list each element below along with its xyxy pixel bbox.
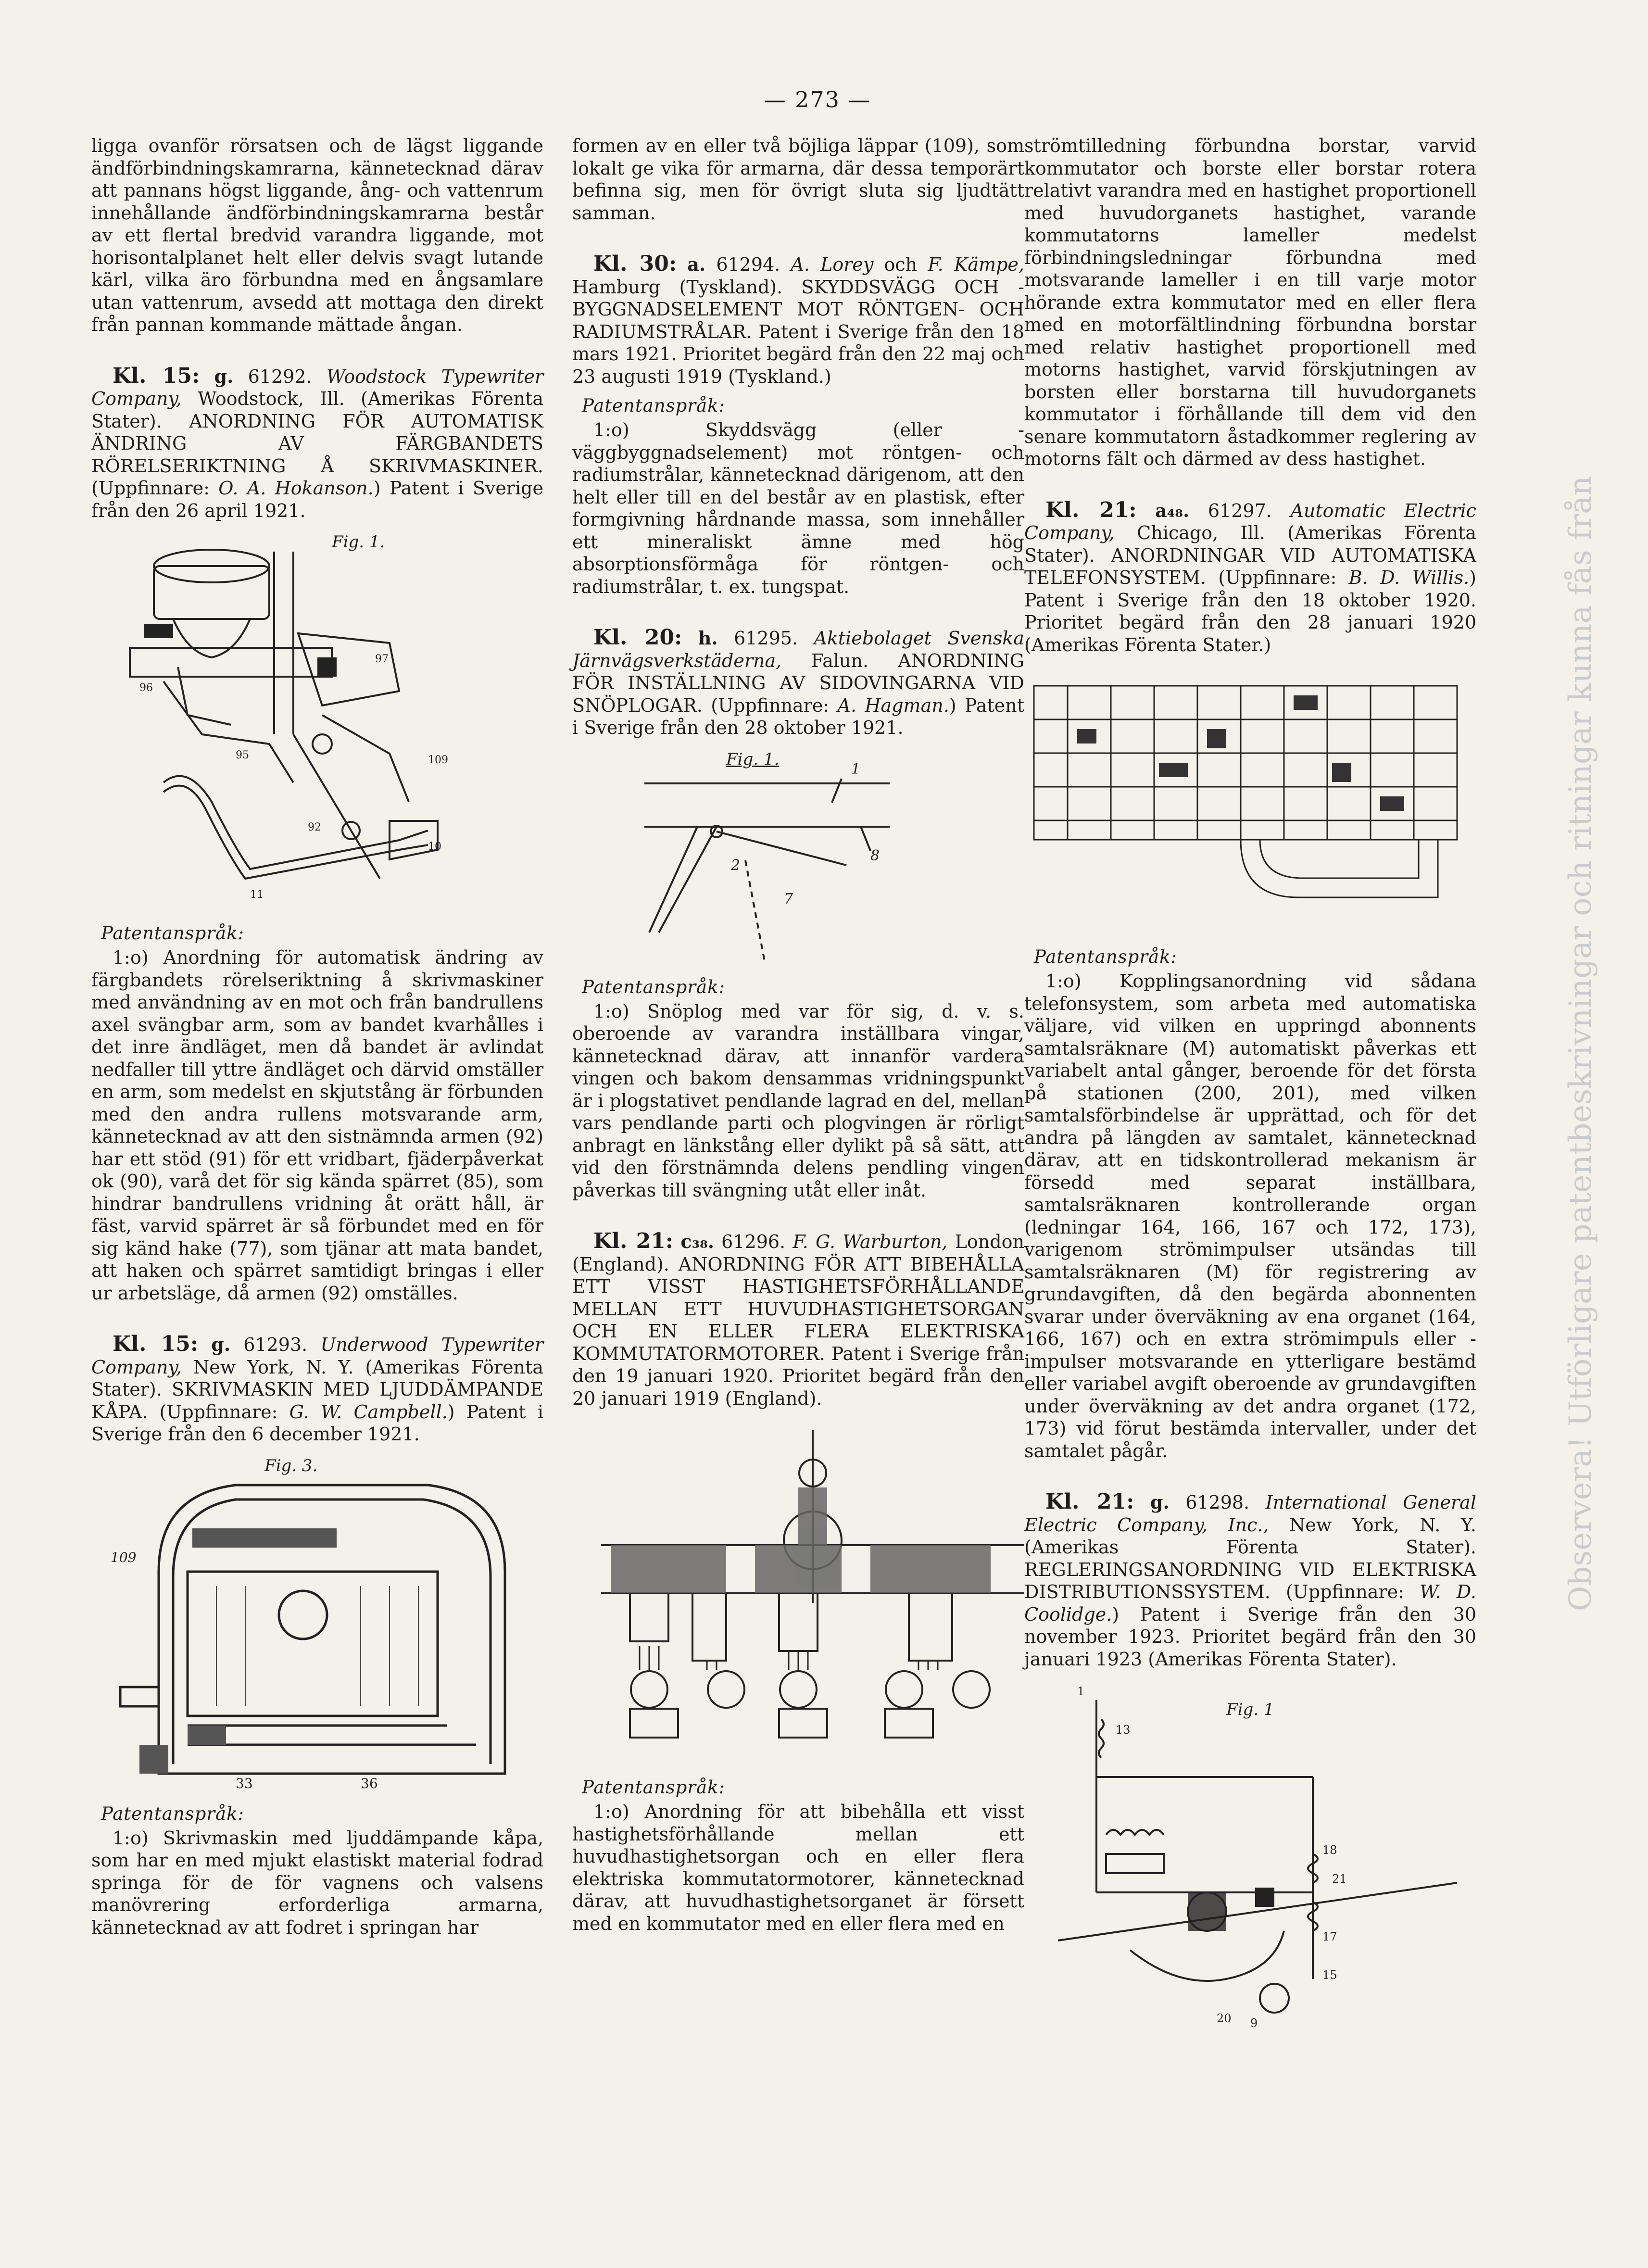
- applicant: A. Lorey: [791, 254, 874, 275]
- applicant-2: F. Kämpe,: [928, 254, 1024, 275]
- figure-typewriter-hood: [91, 1456, 543, 1793]
- claim-text: 1:o) Anordning för automatisk ändring av färgbandets rörelseriktning å skrivmaskiner med användning av en mot och från bandrullens axel svängbar arm, som av bandet kvarhålles i det inre ändläget, men då bandet är avlindat nedfaller till yttre ändläget och därvid omställer en arm, som medelst en skjutstång är förbunden med den andra rullens motsvarande arm, kännetecknad av att den sistnämnda armen (92) har ett stöd (91) för ett vridbart, fjäderpåverkat ok (90), varå det för sig kända spärret (85), som hindrar bandrullens vridning åt orätt håll, är fäst, varvid spärret är så förbundet med en för sig känd hake (77), som tjänar att mata bandet, att haken och spärret samtidigt bringas i eller ur arbetsläge, då armen (92) omställes.: [91, 947, 543, 1304]
- svg-text:13: 13: [1116, 1723, 1131, 1737]
- patent-drawing: [91, 1456, 543, 1793]
- svg-text:97: 97: [375, 653, 389, 665]
- patent-drawing: [1024, 1681, 1476, 2046]
- page-number: — 273 —: [764, 87, 871, 113]
- inventor: A. Hagman.: [837, 694, 949, 716]
- claim-text: 1:o) Snöplog med var för sig, d. v. s. oberoende av varandra inställbara vingar, kännetecknad därav, att innanför vardera vingen och bakom densammas vridningspunkt är i plogstativet pendlande lagrad en del, mellan vars pendlande parti och plogvingen är rörligt anbragt en länkstång eller dylikt på så sätt, att vid den förstnämnda delens pendling vingen påverkas till svängning utåt eller inåt.: [572, 1000, 1024, 1201]
- class-sub: a₄₈.: [1155, 499, 1190, 521]
- figure-distribution-system: [1024, 1681, 1476, 2046]
- applicant: F. G. Warburton,: [793, 1231, 948, 1252]
- patent-date: ) Patent i Sverige från den 6 december 1921.: [91, 1401, 543, 1445]
- class-label: Kl. 15:: [113, 1332, 199, 1356]
- class-sub: g.: [214, 365, 234, 387]
- patent-header: [91, 1333, 543, 1446]
- patent-number: 61295.: [734, 628, 798, 649]
- class-sub: g.: [211, 1334, 231, 1355]
- svg-text:18: 18: [1322, 1843, 1337, 1857]
- patent-number: 61292.: [248, 365, 312, 387]
- column-3: [1024, 135, 1476, 2057]
- patent-date: ) Patent i Sverige från den 30 november 1923. Prioritet begärd från den 30 januari 1923 (Amerikas Förenta Stater).: [1024, 1603, 1476, 1670]
- claim-text: 1:o) Anordning för att bibehålla ett visst hastighetsförhållande mellan ett huvudhastighetsorgan och en eller flera elektriska kommutatormotorer, kännetecknad därav, att huvudhastighetsorganet är försett med en kommutator med en eller flera med en: [572, 1801, 1024, 1934]
- figure-snow-plough: [572, 750, 1024, 966]
- patent-entry-61295: [572, 627, 1024, 1201]
- patent-date: ) Patent i Sverige från den 18 oktober 1920. Prioritet begärd från den 28 januari 1920 (Amerikas Förenta Stater.): [1024, 567, 1476, 655]
- patent-number: 61298.: [1185, 1492, 1250, 1513]
- figure-commutator-motors: [572, 1420, 1024, 1766]
- svg-text:1: 1: [851, 760, 861, 778]
- svg-text:33: 33: [236, 1775, 253, 1791]
- class-sub: a.: [687, 253, 706, 275]
- patent-header: [1024, 1491, 1476, 1670]
- claims-heading: Patentanspråk:: [582, 1777, 725, 1798]
- applicant: Woodstock Typewriter Company,: [91, 365, 543, 409]
- patent-entry-61293: [91, 1333, 543, 1939]
- patent-title: Chicago, Ill. (Amerikas Förenta Stater). ANORDNINGAR VID AUTOMATISKA TELEFONSYSTEM. (Uppfinnare:: [1024, 522, 1476, 588]
- patent-entry-61292: [91, 365, 543, 1305]
- applicant: Automatic Electric Company,: [1024, 500, 1476, 543]
- figure-label: Fig. 1.: [726, 749, 780, 769]
- column-2: [572, 135, 1024, 1935]
- patent-number: 61293.: [243, 1334, 308, 1355]
- patent-entry-61294: [572, 253, 1024, 598]
- svg-text:8: 8: [870, 847, 880, 864]
- svg-text:95: 95: [236, 749, 249, 761]
- inventor: O. A. Hokanson.: [218, 478, 374, 499]
- patent-entry-61298: [1024, 1491, 1476, 2046]
- svg-text:11: 11: [250, 889, 264, 901]
- patent-header: [572, 627, 1024, 739]
- margin-stamp: [1505, 144, 1598, 1683]
- patent-date: ) Patent i Sverige från den 28 oktober 1921.: [572, 694, 1024, 738]
- continued-text: strömtilledning förbundna borstar, varvid kommutator och borste eller borstar rotera relativt varandra med en hastighet proportionell med huvudorganets hastighet, varande kommutatorns lameller medelst förbindningsledningar förbundna med motsvarande lameller i en till varje motor hörande extra kommutator med en eller flera med en motorfältlindning förbundna borstar med relativ hastighet proportionell med motorns hastighet, varvid förskjutningen av borsten eller borstarna till huvudorganets kommutator i förhållande till dem vid den senare kommutatorn åstadkommer reglering av motorns fält och därmed av dess hastighet.: [1024, 135, 1476, 469]
- conjunction: och: [873, 254, 928, 275]
- patent-title: Falun. ANORDNING FÖR INSTÄLLNING AV SIDOVINGARNA VID SNÖPLOGAR. (Uppfinnare:: [572, 650, 1024, 716]
- claims-heading: Patentanspråk:: [582, 976, 725, 997]
- patent-header: [91, 365, 543, 522]
- patent-number: 61297.: [1208, 500, 1272, 521]
- svg-text:10: 10: [428, 841, 441, 853]
- claims-heading: Patentanspråk:: [101, 1803, 244, 1824]
- applicant: Underwood Typewriter Company,: [91, 1334, 543, 1378]
- inventor: B. D. Willis.: [1348, 567, 1470, 588]
- class-label: Kl. 20:: [593, 625, 682, 650]
- class-label: Kl. 30:: [593, 252, 677, 276]
- figure-typewriter-ribbon: [91, 532, 543, 912]
- patent-date: ) Patent i Sverige från den 26 april 1921.: [91, 478, 543, 521]
- column-1: [91, 135, 543, 1939]
- patent-title: New York, N. Y. (Amerikas Förenta Stater). SKRIVMASKIN MED LJUDDÄMPANDE KÅPA. (Uppfinnare:: [91, 1356, 543, 1423]
- svg-text:109: 109: [111, 1549, 137, 1565]
- figure-telephone-circuit: [1024, 667, 1476, 936]
- class-label: Kl. 21:: [1045, 1489, 1134, 1514]
- class-label: Kl. 21:: [593, 1229, 674, 1253]
- applicant: International General Electric Company, Inc.,: [1024, 1492, 1476, 1536]
- claim-text: 1:o) Kopplingsanordning vid sådana telefonsystem, som arbeta med automatiska väljare, vid vilken en uppringd abonnents samtalsräknare (M) automatiskt påverkas ett variabelt antal gånger, beroende för det första på stationen (200, 201), med vilken samtalsförbindelse är upprättad, och för det andra på längden av samtalet, kännetecknad därav, att en tidskontrollerad mekanism är försedd med separat inställbara, samtalsräknaren kontrollerande organ (ledningar 164, 166, 167 och 172, 173), varigenom strömimpulser utsändas till samtalsräknaren (M) för registrering av grundavgiften, då den begärda abonnenten svarar under överväkning av ena organet (164, 166, 167) och en extra strömimpuls eller -impulser motsvarande en ytterligare bestämd eller variabel avgift oberoende av grundavgiften under överväkning av det andra organet (172, 173) vid förut bestämda intervaller, under det samtalet pågår.: [1024, 970, 1476, 1462]
- patent-drawing: [91, 532, 543, 912]
- applicant: Aktiebolaget Svenska Järnvägsverkstäderna,: [572, 628, 1024, 671]
- patent-header: [572, 1230, 1024, 1410]
- patent-header: [572, 253, 1024, 388]
- patent-entry-61297: [1024, 499, 1476, 1462]
- svg-text:17: 17: [1322, 1930, 1337, 1943]
- class-sub: g.: [1150, 1491, 1170, 1513]
- class-label: Kl. 21:: [1045, 497, 1137, 522]
- continued-text: formen av en eller två böjliga läppar (109), som lokalt ge vika för armarna, där dessa temporärt befinna sig, men för övrigt sluta sig ljudtätt samman.: [572, 135, 1024, 224]
- patent-title: London (England). ANORDNING FÖR ATT BIBEHÅLLA ETT VISST HASTIGHETSFÖRHÅLLANDE MELLAN ETT HUVUDHASTIGHETSORGAN OCH EN ELLER FLERA ELEKTRISKA KOMMUTATORMOTORER. Patent i Sverige från den 19 januari 1920. Prioritet begärd från den 20 januari 1919 (England).: [572, 1231, 1024, 1409]
- claims-heading: Patentanspråk:: [1034, 946, 1177, 967]
- svg-text:36: 36: [361, 1775, 378, 1791]
- figure-label: Fig. 1.: [332, 532, 385, 552]
- svg-text:109: 109: [428, 754, 448, 766]
- class-sub: h.: [698, 627, 718, 649]
- claims-heading: Patentanspråk:: [582, 395, 725, 416]
- patent-header: [1024, 499, 1476, 656]
- inventor: W. D. Coolidge.: [1024, 1581, 1476, 1625]
- margin-stamp-text: Observera! Utförligare patentbeskrivningar och ritningar kunna fås från: [1563, 476, 1598, 1611]
- svg-text:20: 20: [1217, 2012, 1232, 2025]
- claims-heading: Patentanspråk:: [101, 923, 244, 944]
- figure-label: Fig. 1: [1226, 1700, 1274, 1719]
- figure-label: Fig. 3.: [264, 1456, 318, 1475]
- claim-text: 1:o) Skyddsvägg (eller -väggbyggnadselement) mot röntgen- och radiumstrålar, kännetecknad därigenom, att den helt eller till en del består av en plastisk, efter formgivning hårdnande massa, som innehåller ett mineraliskt ämne med hög absorptionsförmåga för röntgen- och radiumstrålar, t. ex. tungspat.: [572, 419, 1024, 597]
- patent-entry-61296: [572, 1230, 1024, 1935]
- patent-title: Hamburg (Tyskland). SKYDDSVÄGG OCH -BYGGNADSELEMENT MOT RÖNTGEN- OCH RADIUMSTRÅLAR. Patent i Sverige från den 18 mars 1921. Prioritet begärd från den 22 maj och 23 augusti 1919 (Tyskland.): [572, 276, 1024, 387]
- claim-text: 1:o) Skrivmaskin med ljuddämpande kåpa, som har en med mjukt elastiskt material fodrad springa för de för vagnens och valsens manövrering erforderliga armarna, kännetecknad av att fodret i springan har: [91, 1827, 543, 1938]
- svg-text:1: 1: [1077, 1685, 1085, 1698]
- svg-text:2: 2: [731, 857, 741, 874]
- patent-number: 61296.: [721, 1231, 786, 1252]
- patent-drawing: [1024, 667, 1476, 936]
- patent-title: New York, N. Y. (Amerikas Förenta Stater). REGLERINGSANORDNING VID ELEKTRISKA DISTRIBUTIONSSYSTEM. (Uppfinnare:: [1024, 1514, 1476, 1602]
- svg-text:96: 96: [139, 682, 153, 694]
- svg-text:9: 9: [1250, 2016, 1258, 2030]
- svg-text:15: 15: [1322, 1968, 1337, 1982]
- svg-text:21: 21: [1332, 1872, 1347, 1886]
- patent-title: Woodstock, Ill. (Amerikas Förenta Stater). ANORDNING FÖR AUTOMATISK ÄNDRING AV FÄRGBANDETS RÖRELSERIKTNING Å SKRIVMASKINER. (Uppfinnare:: [91, 388, 543, 499]
- class-label: Kl. 15:: [113, 363, 200, 388]
- svg-text:92: 92: [308, 821, 321, 833]
- patent-drawing: [572, 1420, 1024, 1766]
- patent-drawing: [572, 750, 1024, 966]
- inventor: G. W. Campbell.: [289, 1401, 448, 1423]
- continued-text: ligga ovanför rörsatsen och de lägst liggande ändförbindningskamrarna, kännetecknad därav att pannans högst liggande, ång- och vattenrum innehållande ändförbindningskamrarna består av ett flertal bredvid varandra liggande, mot horisontalplanet helt eller delvis svagt lutande kärl, vilka äro förbundna med en ångsamlare utan vattenrum, avsedd att mottaga den direkt från pannan kommande mättade ångan.: [91, 135, 543, 335]
- svg-text:7: 7: [784, 890, 793, 907]
- class-sub: c₃₈.: [680, 1231, 714, 1252]
- patent-number: 61294.: [716, 254, 780, 275]
